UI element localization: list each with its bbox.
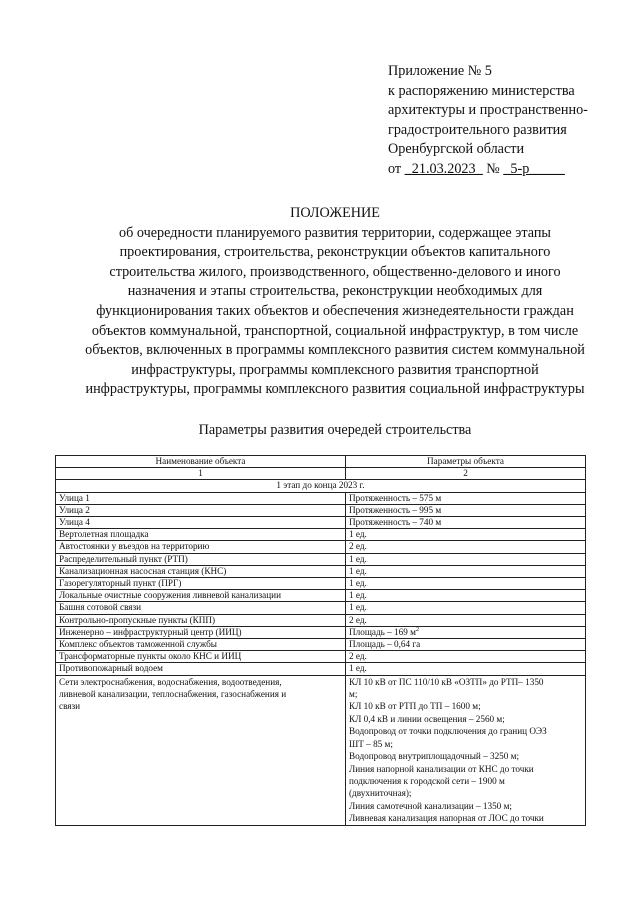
column-number: 1 xyxy=(56,468,346,480)
parameter-line: м; xyxy=(349,689,358,700)
title-line: строительства жилого, производственного, общественно-делового и иного xyxy=(109,263,561,280)
object-name: Комплекс объектов таможенной службы xyxy=(56,639,346,651)
table-row xyxy=(56,614,586,626)
area-value: Площадь – 169 м xyxy=(349,626,416,637)
name-line: ливневой канализации, теплоснабжения, газоснабжения и xyxy=(59,689,287,700)
table-row xyxy=(56,565,586,577)
object-parameter: 2 ед. xyxy=(346,541,586,553)
document-title xyxy=(40,204,630,400)
object-name: Трансформаторные пункты около КНС и ИИЦ xyxy=(56,651,346,663)
appendix-line: Оренбургской области xyxy=(388,141,525,158)
object-parameter: Площадь – 0,64 га xyxy=(346,639,586,651)
table-row xyxy=(56,578,586,590)
object-parameter: Протяженность – 995 м xyxy=(346,504,586,516)
object-parameter xyxy=(346,626,586,638)
object-name: Башня сотовой связи xyxy=(56,602,346,614)
title-line: функционирования таких объектов и обеспечения жизнедеятельности граждан xyxy=(96,302,574,319)
table-row xyxy=(56,492,586,504)
object-name xyxy=(56,675,346,825)
title-line: инфраструктуры, программы комплексного развития социальной инфраструктуры xyxy=(85,381,585,398)
table-caption: Параметры развития очередей строительства xyxy=(198,422,472,438)
title-line: об очередности планируемого развития территории, содержащее этапы xyxy=(119,224,551,241)
parameter-line: Водопровод от точки подключения до границ ОЭЗ xyxy=(349,726,547,737)
table-header-row xyxy=(56,456,586,468)
name-line: Сети электроснабжения, водоснабжения, водоотведения, xyxy=(59,676,282,687)
table-row xyxy=(56,541,586,553)
title-line: инфраструктуры, программы комплексного развития транспортной xyxy=(131,361,539,378)
object-parameter: 1 ед. xyxy=(346,553,586,565)
area-unit-superscript: 2 xyxy=(415,625,420,633)
appendix-date-line xyxy=(388,160,628,180)
object-name: Контрольно-пропускные пункты (КПП) xyxy=(56,614,346,626)
parameter-line: (двухниточная); xyxy=(349,788,412,799)
parameter-line: ШТ – 85 м; xyxy=(349,738,393,749)
order-date: _21.03.2023_ xyxy=(404,160,483,177)
order-number: _5-р_____ xyxy=(503,160,565,177)
table-row xyxy=(56,504,586,516)
table-row xyxy=(56,651,586,663)
table-row xyxy=(56,663,586,675)
object-name: Вертолетная площадка xyxy=(56,529,346,541)
object-parameter: 1 ед. xyxy=(346,590,586,602)
title-line: назначения и этапы строительства, реконструкции необходимых для xyxy=(127,283,543,300)
number-prefix: № xyxy=(482,160,504,177)
appendix-line: Приложение № 5 xyxy=(388,63,492,79)
appendix-line: архитектуры и пространственно- xyxy=(388,102,588,119)
object-name: Автостоянки у въездов на территорию xyxy=(56,541,346,553)
parameters-table xyxy=(55,455,586,826)
object-name: Инженерно – инфраструктурный центр (ИИЦ) xyxy=(56,626,346,638)
table-row xyxy=(56,517,586,529)
date-prefix: от xyxy=(388,160,405,177)
object-name: Канализационная насосная станция (КНС) xyxy=(56,565,346,577)
stage-row xyxy=(56,480,586,492)
table-row xyxy=(56,529,586,541)
parameter-line: подключения к городской сети – 1900 м xyxy=(349,775,505,786)
object-name: Улица 4 xyxy=(56,517,346,529)
title-heading: ПОЛОЖЕНИЕ xyxy=(290,205,380,221)
parameter-line: КЛ 10 кВ от ПС 110/10 кВ «ОЗТП» до РТП– 1350 xyxy=(349,676,544,687)
table-row xyxy=(56,639,586,651)
object-name: Улица 1 xyxy=(56,492,346,504)
table-row xyxy=(56,553,586,565)
object-parameter: 1 ед. xyxy=(346,529,586,541)
object-parameter: 2 ед. xyxy=(346,651,586,663)
object-parameter xyxy=(346,675,586,825)
table-row-networks xyxy=(56,675,586,825)
title-line: объектов, включенных в программы комплексного развития систем коммунальной xyxy=(85,342,585,359)
table-row xyxy=(56,602,586,614)
title-line: объектов коммунальной, транспортной, социальной инфраструктур, в том числе xyxy=(91,322,579,339)
parameter-line: КЛ 10 кВ от РТП до ТП – 1600 м; xyxy=(349,701,481,712)
object-parameter: 1 ед. xyxy=(346,663,586,675)
title-line: проектирования, строительства, реконструкции объектов капитального xyxy=(119,244,551,261)
column-number: 2 xyxy=(346,468,586,480)
object-name: Распределительный пункт (РТП) xyxy=(56,553,346,565)
parameter-line: Линия самотечной канализации – 1350 м; xyxy=(349,800,512,811)
object-name: Противопожарный водоем xyxy=(56,663,346,675)
object-name: Улица 2 xyxy=(56,504,346,516)
appendix-line: градостроительного развития xyxy=(388,121,567,138)
table-row xyxy=(56,590,586,602)
stage-label: 1 этап до конца 2023 г. xyxy=(56,480,586,492)
object-parameter: 1 ед. xyxy=(346,602,586,614)
object-name: Газорегуляторный пункт (ПРГ) xyxy=(56,578,346,590)
column-header: Параметры объекта xyxy=(346,456,586,468)
parameter-line: Ливневая канализация напорная от ЛОС до точки xyxy=(349,813,544,824)
column-number-row xyxy=(56,468,586,480)
parameter-line: Линия напорной канализации от КНС до точки xyxy=(349,763,534,774)
object-parameter: 1 ед. xyxy=(346,578,586,590)
appendix-line: к распоряжению министерства xyxy=(388,82,575,99)
table-row xyxy=(56,626,586,638)
object-parameter: Протяженность – 740 м xyxy=(346,517,586,529)
object-parameter: Протяженность – 575 м xyxy=(346,492,586,504)
appendix-header xyxy=(388,62,628,180)
object-parameter: 2 ед. xyxy=(346,614,586,626)
object-name: Локальные очистные сооружения ливневой канализации xyxy=(56,590,346,602)
column-header: Наименование объекта xyxy=(56,456,346,468)
object-parameter: 1 ед. xyxy=(346,565,586,577)
parameter-line: Водопровод внутриплощадочный – 3250 м; xyxy=(349,751,520,762)
parameter-line: КЛ 0,4 кВ и линии освещения – 2560 м; xyxy=(349,713,505,724)
name-line: связи xyxy=(59,701,81,712)
